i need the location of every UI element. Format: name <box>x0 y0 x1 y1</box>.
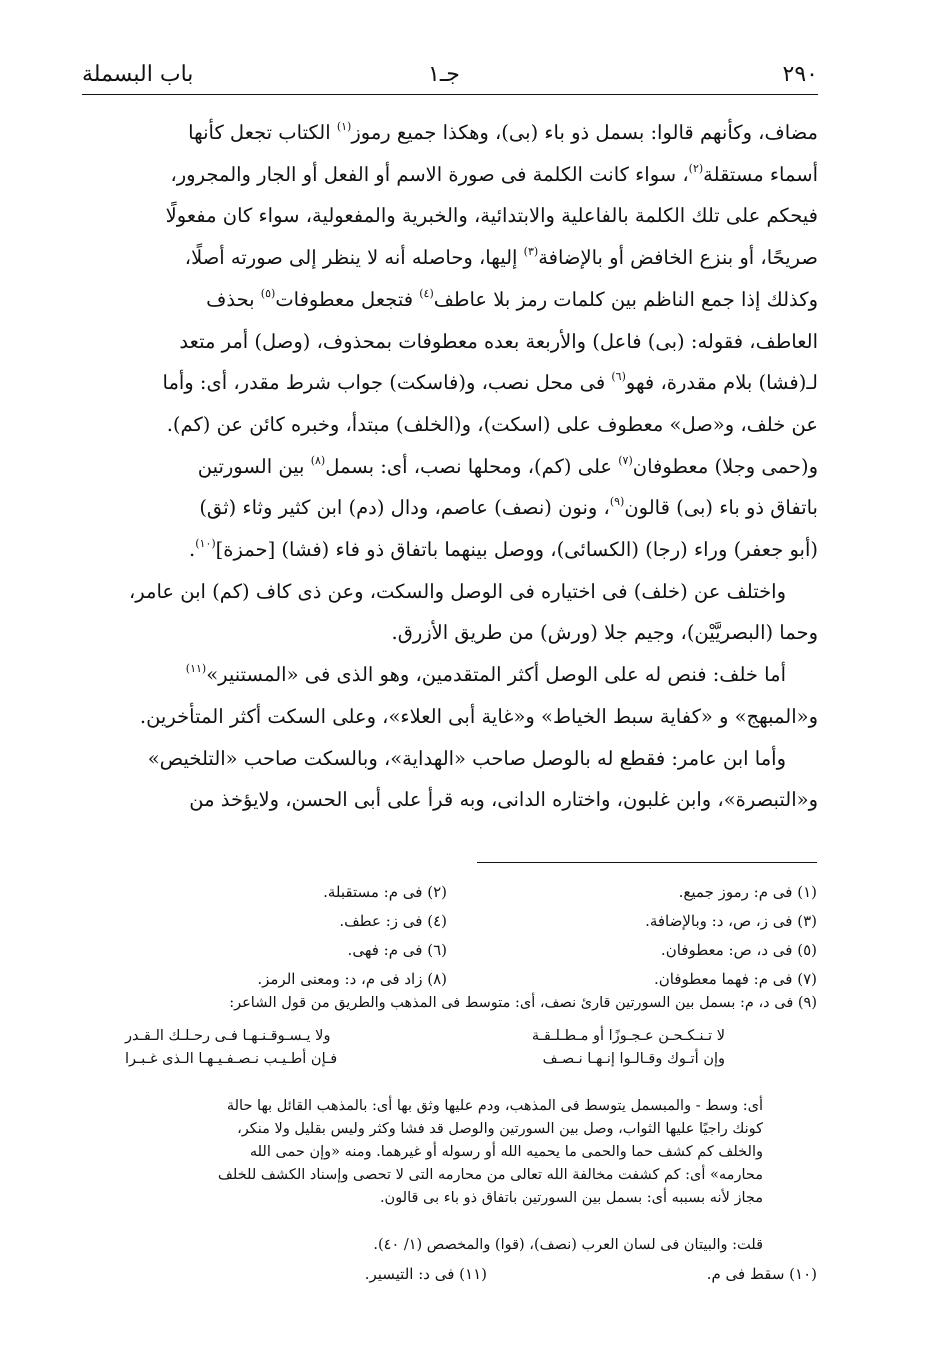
footnote-item: (٥) فى د، ص: معطوفان. <box>660 941 817 959</box>
line-text: ، سواء كانت الكلمة فى صورة الاسم أو الفعل أو الجار والمجرور، <box>170 162 689 186</box>
line-text: و«المبهج» و «كفاية سبط الخياط» و«غاية أبى العلاء»، وعلى السكت أكثر المتأخرين. <box>139 704 818 728</box>
footnote-marker: (٨) <box>310 453 326 467</box>
footnote-marker: (٢) <box>688 161 704 175</box>
footnote-11: (١١) فى د: التيسير. <box>364 1265 487 1283</box>
footnote-last-row <box>117 1262 817 1286</box>
line-text: أسماء مستقلة <box>703 162 818 186</box>
text-line <box>82 654 818 696</box>
footnote-line: مجاز لأنه بسببه أى: بسمل بين السورتين باتفاق ذو باء بى قالون. <box>379 1190 763 1206</box>
text-line <box>82 362 818 404</box>
footnote-item: (٣) فى ز، ص، د: وبالإضافة. <box>645 912 817 930</box>
footnote-marker: (٦) <box>611 370 626 384</box>
line-text: (أبو جعفر) وراء (رجا) (الكسائى)، ووصل بينهما باتفاق ذو فاء (فشا) [حمزة] <box>215 538 818 562</box>
footnote-9 <box>97 992 817 1014</box>
footnote-item: (٤) فى ز: عطف. <box>339 912 447 930</box>
text-line <box>82 321 818 363</box>
footnote-line: محارمه» أى: كم كشفت مخالفة الله تعالى من محارمه التى لا تحصى وإسناد الكشف للخلف <box>217 1167 763 1183</box>
footnote-explanation <box>83 1095 763 1210</box>
line-text: بحذف <box>206 287 261 311</box>
poem-verse <box>125 1048 725 1071</box>
chapter-title: باب البسملة <box>82 62 194 87</box>
text-line <box>82 279 818 321</box>
text-line <box>82 696 818 738</box>
footnote-marker: (٥) <box>260 286 276 300</box>
footnote-citation: قلت: والبيتان فى لسان العرب (نصف)، (قوا) والمخصص (١/ ٤٠). <box>373 1237 763 1253</box>
footnote-item: (٢) فى م: مستقبلة. <box>323 883 447 901</box>
footnote-item: (١) فى م: رموز جميع. <box>678 883 817 901</box>
text-line <box>82 195 818 237</box>
text-line <box>82 112 818 154</box>
line-text: فتجعل معطوفات <box>275 287 420 311</box>
footnote-row <box>117 936 817 965</box>
page-number: ٢٩٠ <box>782 62 818 87</box>
line-text: وأما ابن عامر: فقطع له بالوصل صاحب «الهداية»، وبالسكت صاحب «التلخيص» <box>147 746 786 770</box>
footnotes-grid <box>117 878 817 994</box>
line-text: لـ(فشا) بلام مقدرة، فهو <box>625 371 818 395</box>
footnote-10: (١٠) سقط فى م. <box>706 1265 817 1283</box>
line-text: على (كم)، ومحلها نصب، أى: بسمل <box>325 454 619 478</box>
footnote-line: كونك راجيًا عليها الثواب، وصل بين السورتين والوصل قد فشا وكثر وليس بقليل ولا منكر، <box>237 1121 763 1137</box>
line-text: واختلف عن (خلف) فى اختياره فى الوصل والسكت، وعن ذى كاف (كم) ابن عامر، <box>128 579 786 603</box>
footnote-marker: (٧) <box>618 453 633 467</box>
line-text: عن خلف، و«صل» معطوف على (اسكت)، و(الخلف) مبتدأ، وخبره كائن عن (كم). <box>166 412 818 436</box>
poem-hemistich: ولا يـسـوقـنـهـا فـى رحـلـك الـقـدر <box>125 1028 331 1044</box>
text-line <box>82 487 818 529</box>
footnote-poem <box>125 1025 725 1071</box>
footnote-marker: (٣) <box>523 245 539 259</box>
running-header <box>82 52 818 95</box>
footnote-line: أى: وسط - والمبسمل يتوسط فى المذهب، ودم عليها وثق بها أى: بالمذهب القائل بها حالة <box>226 1098 763 1114</box>
main-text <box>82 112 818 821</box>
text-line <box>82 404 818 446</box>
footnote-marker: (٩) <box>609 495 625 509</box>
text-line <box>82 154 818 196</box>
text-line <box>82 612 818 654</box>
footnote-divider <box>477 862 817 863</box>
footnote-marker: (٤) <box>419 286 434 300</box>
footnote-line: (٩) فى د، م: بسمل بين السورتين قارئ نصف، أى: متوسط فى المذهب والطريق من قول الشاعر: <box>229 995 817 1011</box>
line-text: أما خلف: فنص له على الوصل أكثر المتقدمين، وهو الذى فى «المستنير» <box>206 663 786 687</box>
footnote-line: والخلف كم كشف حما والحمى ما يحميه الله أو رسوله أو غيرهما. ومنه «وإن حمى الله <box>249 1144 763 1160</box>
footnote-row <box>117 878 817 907</box>
line-text: و«التبصرة»، وابن غلبون، واختاره الدانى، وبه قرأ على أبى الحسن، ولايؤخذ من <box>189 788 818 812</box>
line-text: بين السورتين <box>197 454 311 478</box>
footnote-marker: (١١) <box>185 662 207 676</box>
line-text: . <box>189 538 196 562</box>
text-line <box>82 571 818 613</box>
text-line <box>82 738 818 780</box>
line-text: صريحًا، أو بنزع الخافض أو بالإضافة <box>538 246 818 270</box>
poem-hemistich: فـإن أطـيـب نـصـفـيـهـا الـذى غـبـرا <box>125 1051 338 1067</box>
line-text: إليها، وحاصله أنه لا ينظر إلى صورته أصلًا، <box>184 246 524 270</box>
footnote-marker: (١) <box>336 120 352 133</box>
line-text: ، ونون (نصف) عاصم، ودال (دم) ابن كثير وثاء (ثق) <box>199 496 610 520</box>
poem-hemistich: وإن أتـوك وقـالـوا إنـهـا نـصـف <box>542 1051 725 1067</box>
line-text: باتفاق ذو باء (بى) قالون <box>624 496 818 520</box>
footnote-item: (٨) زاد فى م، د: ومعنى الرمز. <box>257 970 447 988</box>
line-text: و(حمى وجلا) معطوفان <box>632 454 818 478</box>
footnote-row <box>117 965 817 994</box>
volume-label: جـ١ <box>428 62 460 87</box>
text-line <box>82 237 818 279</box>
line-text: وحما (البصريَّيْن)، وجيم جلا (ورش) من طريق الأزرق. <box>391 621 818 645</box>
footnote-row <box>117 907 817 936</box>
line-text: العاطف، فقوله: (بى) فاعل) والأربعة بعده معطوفات بمحذوف، (وصل) أمر متعد <box>179 329 818 353</box>
poem-hemistich: لا تـنـكـحـن عـجـوزًا أو مـطـلـقـة <box>531 1028 725 1044</box>
text-line <box>82 446 818 488</box>
footnote-item: (٦) فى م: فهى. <box>347 941 447 959</box>
line-text: فيحكم على تلك الكلمة بالفاعلية والابتدائية، والخبرية والمفعولية، سواء كان مفعولًا <box>165 204 818 228</box>
poem-verse <box>125 1025 725 1048</box>
line-text: مضاف، وكأنهم قالوا: بسمل ذو باء (بى)، وهكذا جميع رموز <box>351 121 818 144</box>
line-text: وكذلك إذا جمع الناظم بين كلمات رمز بلا عاطف <box>433 287 818 311</box>
footnote-marker: (١٠) <box>195 537 216 551</box>
footnote-item: (٧) فى م: فهما معطوفان. <box>653 970 817 988</box>
text-line <box>82 779 818 821</box>
line-text: فى محل نصب، و(فاسكت) جواب شرط مقدر، أى: وأما <box>162 371 612 395</box>
text-line <box>82 529 818 571</box>
line-text: الكتاب تجعل كأنها <box>188 121 337 144</box>
